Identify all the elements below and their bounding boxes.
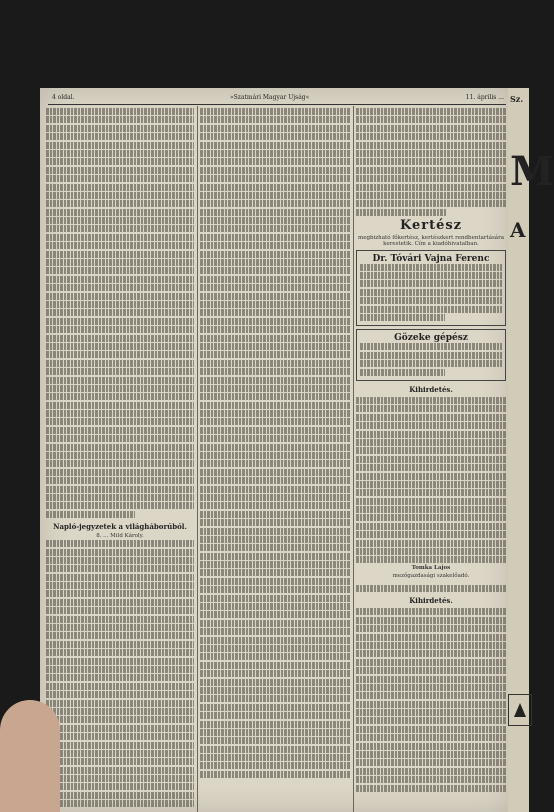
ad-tovari-title: Dr. Tóvári Vajna Ferenc (372, 253, 490, 264)
thumb-holding-page (0, 700, 60, 812)
notice-title-1: Kihirdetés. (409, 384, 453, 394)
adjacent-page-fragment: A (510, 218, 526, 242)
top-margin (40, 0, 529, 88)
ad-gozeke (356, 329, 506, 381)
ad-kertesz-title: Kertész (399, 217, 463, 233)
emblem-icon (508, 694, 532, 726)
ad-gozeke-title: Gözeke gépész (394, 333, 468, 344)
header-rule (48, 104, 506, 105)
issue-date: 11. április ... (465, 94, 504, 101)
page-number: 4 oldal. (52, 94, 75, 101)
newspaper-page (40, 88, 510, 812)
column-divider (353, 106, 354, 812)
section-title: Napló-jegyzetek a világháborúból. (53, 521, 187, 531)
notice-signature: Tomka Lajos (411, 565, 451, 572)
column-divider (197, 106, 198, 812)
adjacent-page-fragment: M (510, 148, 554, 195)
column-1 (46, 108, 194, 812)
column-3 (356, 108, 506, 812)
notice-title-2: Kihirdetés. (409, 596, 453, 606)
adjacent-page-edge (508, 88, 554, 812)
paper-name: »Szatmári Magyar Ujság« (230, 94, 310, 101)
notice-signature-sub: mezőgazdasági szakelőadó. (392, 573, 470, 580)
column-2 (200, 108, 350, 812)
ad-tovari (356, 250, 506, 327)
ad-kertesz-text: megbizható főkertész, kertészkert rendbentartására kerestetik. Cím a kiadóhivatalban. (358, 234, 504, 247)
adjacent-page-fragment: Sz. (510, 94, 524, 104)
section-subtitle: 8. ... Mild Károly. (96, 532, 144, 539)
